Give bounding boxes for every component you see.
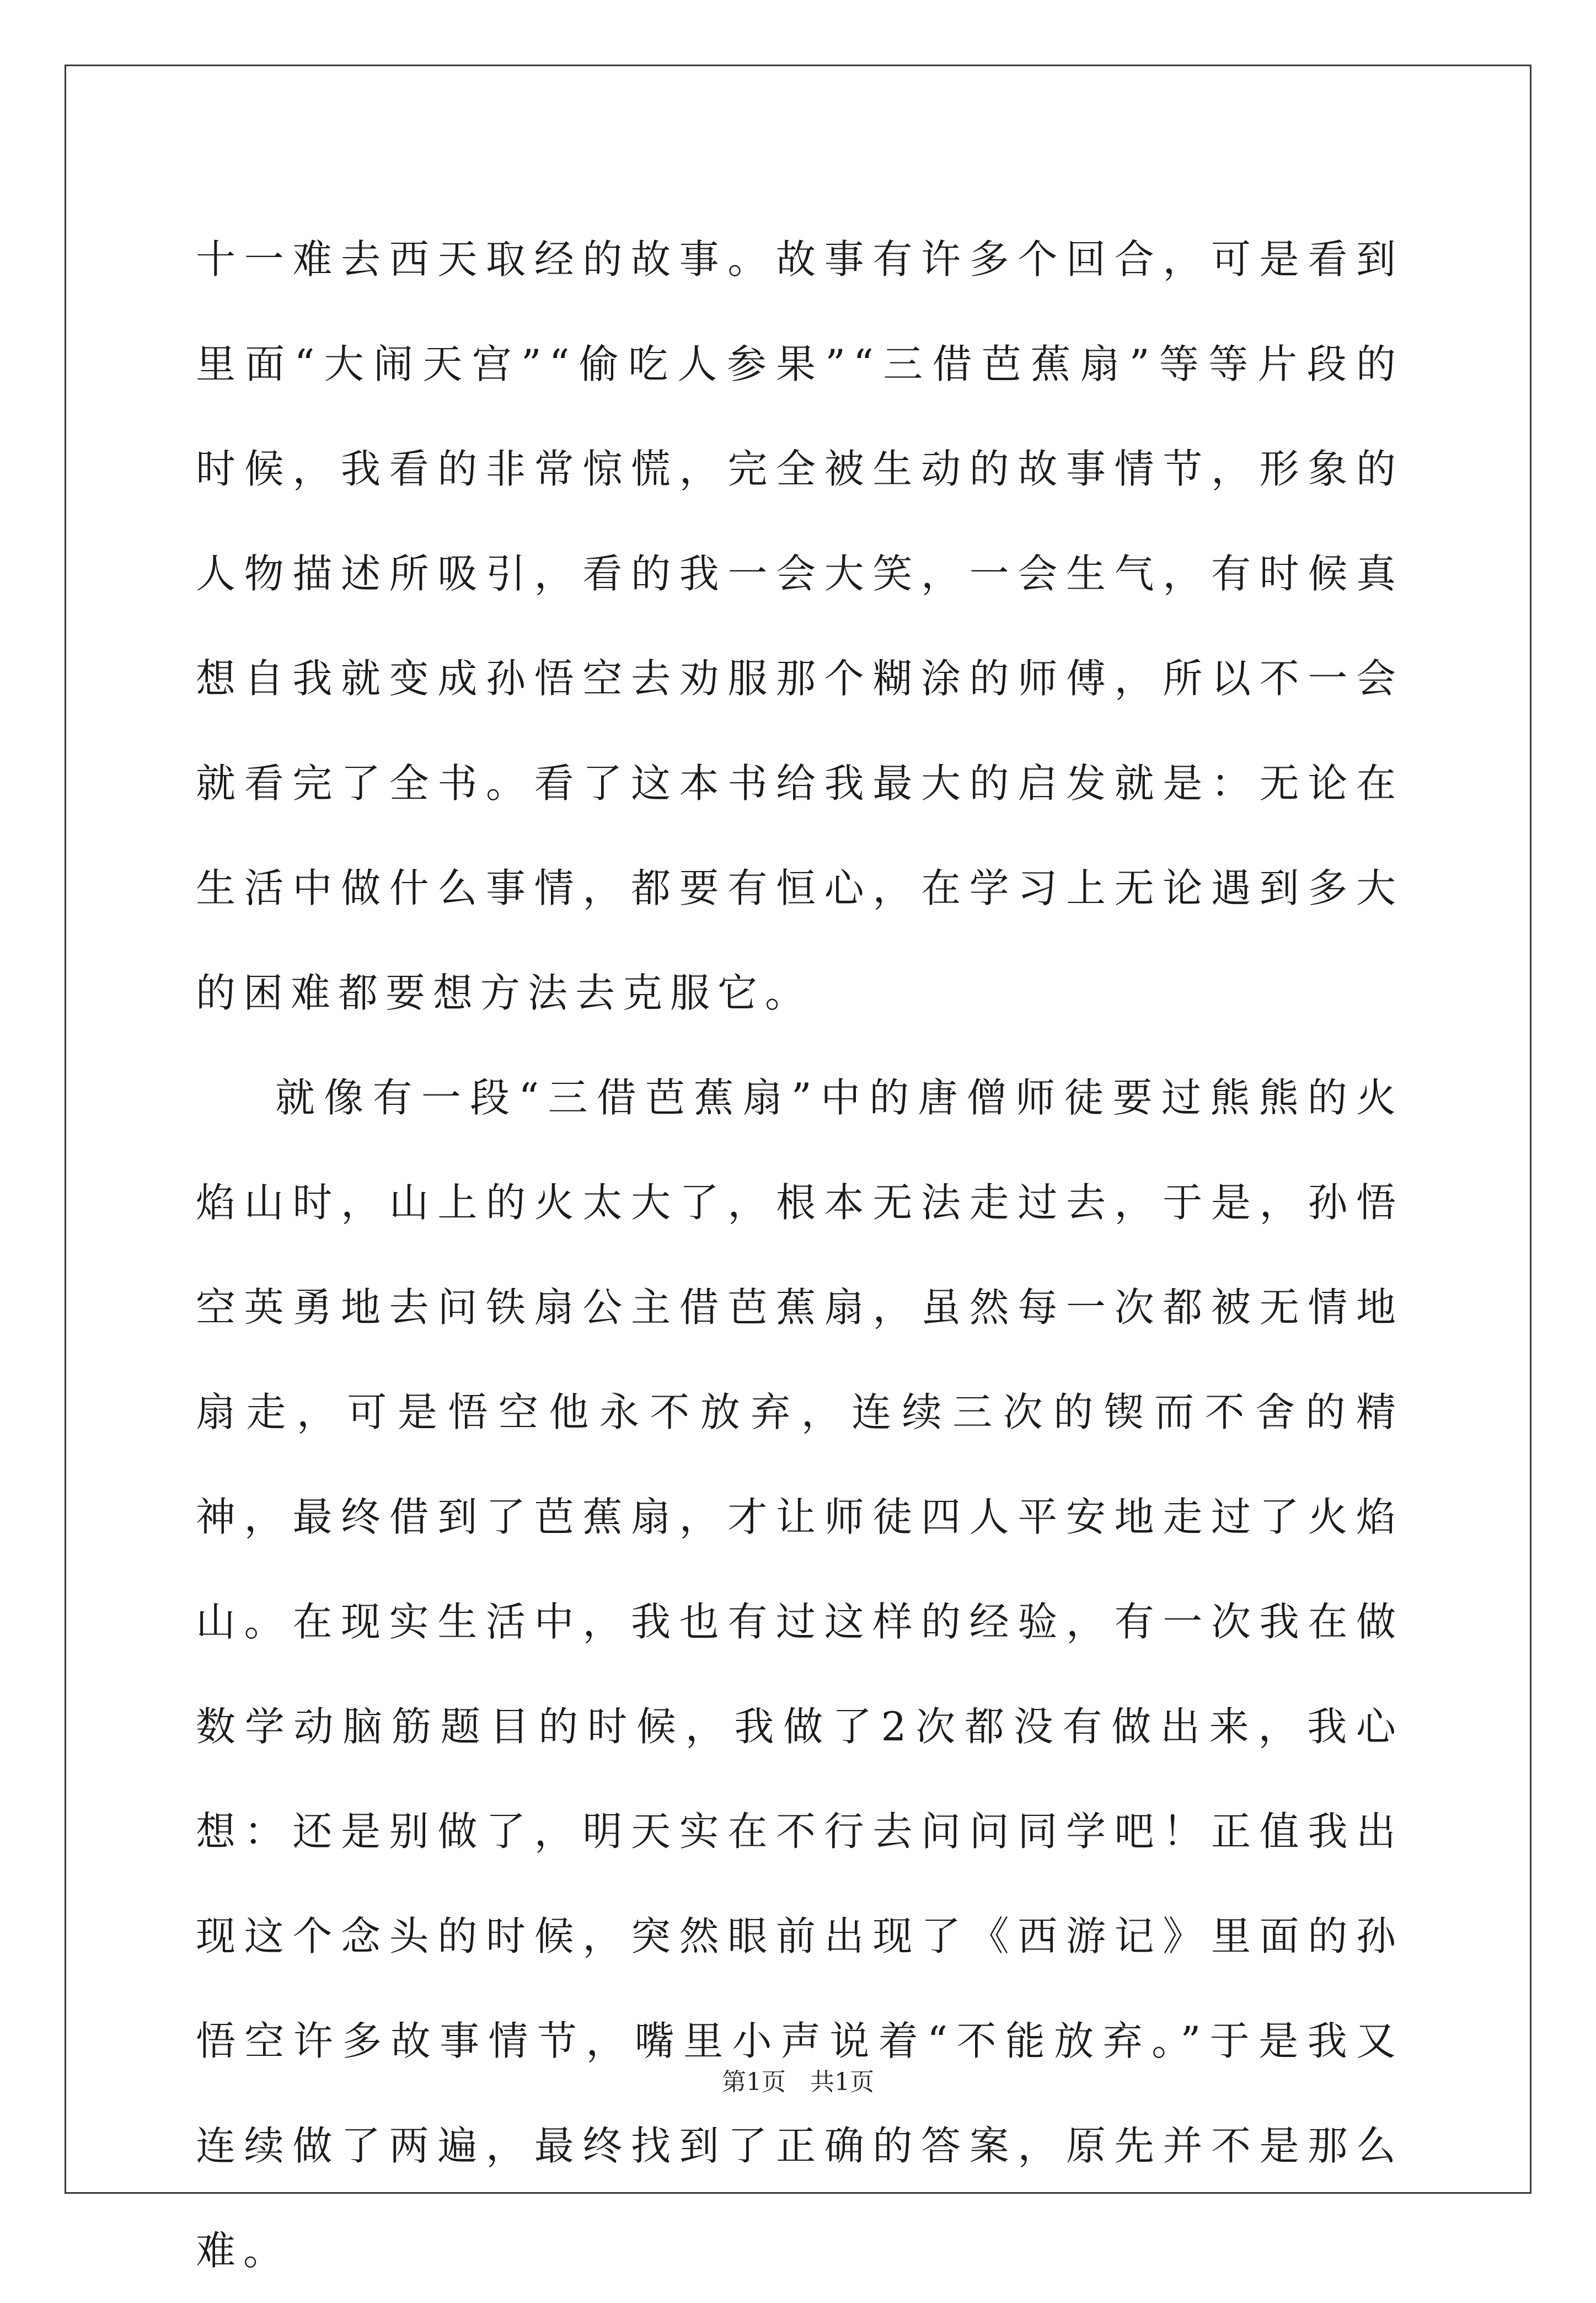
paragraph-2: 就像有一段“三借芭蕉扇”中的唐僧师徒要过熊熊的火焰山时，山上的火太大了，根本无法走过去，于是，孙悟空英勇地去问铁扇公主借芭蕉扇，虽然每一次都被无情地扇走，可是悟空他永不放弃，连续三次的锲而不舍的精神，最终借到了芭蕉扇，才让师徒四人平安地走过了火焰山。在现实生活中，我也有过这样的经验，有一次我在做数学动脑筋题目的时候，我做了2次都没有做出来，我心想：还是别做了，明天实在不行去问问同学吧！正值我出现这个念头的时候，突然眼前出现了《西游记》里面的孙悟空许多故事情节，嘴里小声说着“不能放弃。”于是我又连续做了两遍，最终找到了正确的答案，原先并不是那么难。 bbox=[196, 1075, 1404, 2274]
page-number: 第1页 bbox=[722, 2068, 786, 2096]
page-count: 共1页 bbox=[810, 2068, 874, 2096]
document-body bbox=[196, 207, 1404, 2303]
paragraph-1: 十一难去西天取经的故事。故事有许多个回合，可是看到里面“大闹天宫”“偷吃人参果”“三借芭蕉扇”等等片段的时候，我看的非常惊慌，完全被生动的故事情节，形象的人物描述所吸引，看的我一会大笑，一会生气，有时候真想自我就变成孙悟空去劝服那个糊涂的师傅，所以不一会就看完了全书。看了这本书给我最大的启发就是：无论在生活中做什么事情，都要有恒心，在学习上无论遇到多大的困难都要想方法去克服它。 bbox=[196, 236, 1404, 1016]
page-footer bbox=[0, 2066, 1596, 2099]
